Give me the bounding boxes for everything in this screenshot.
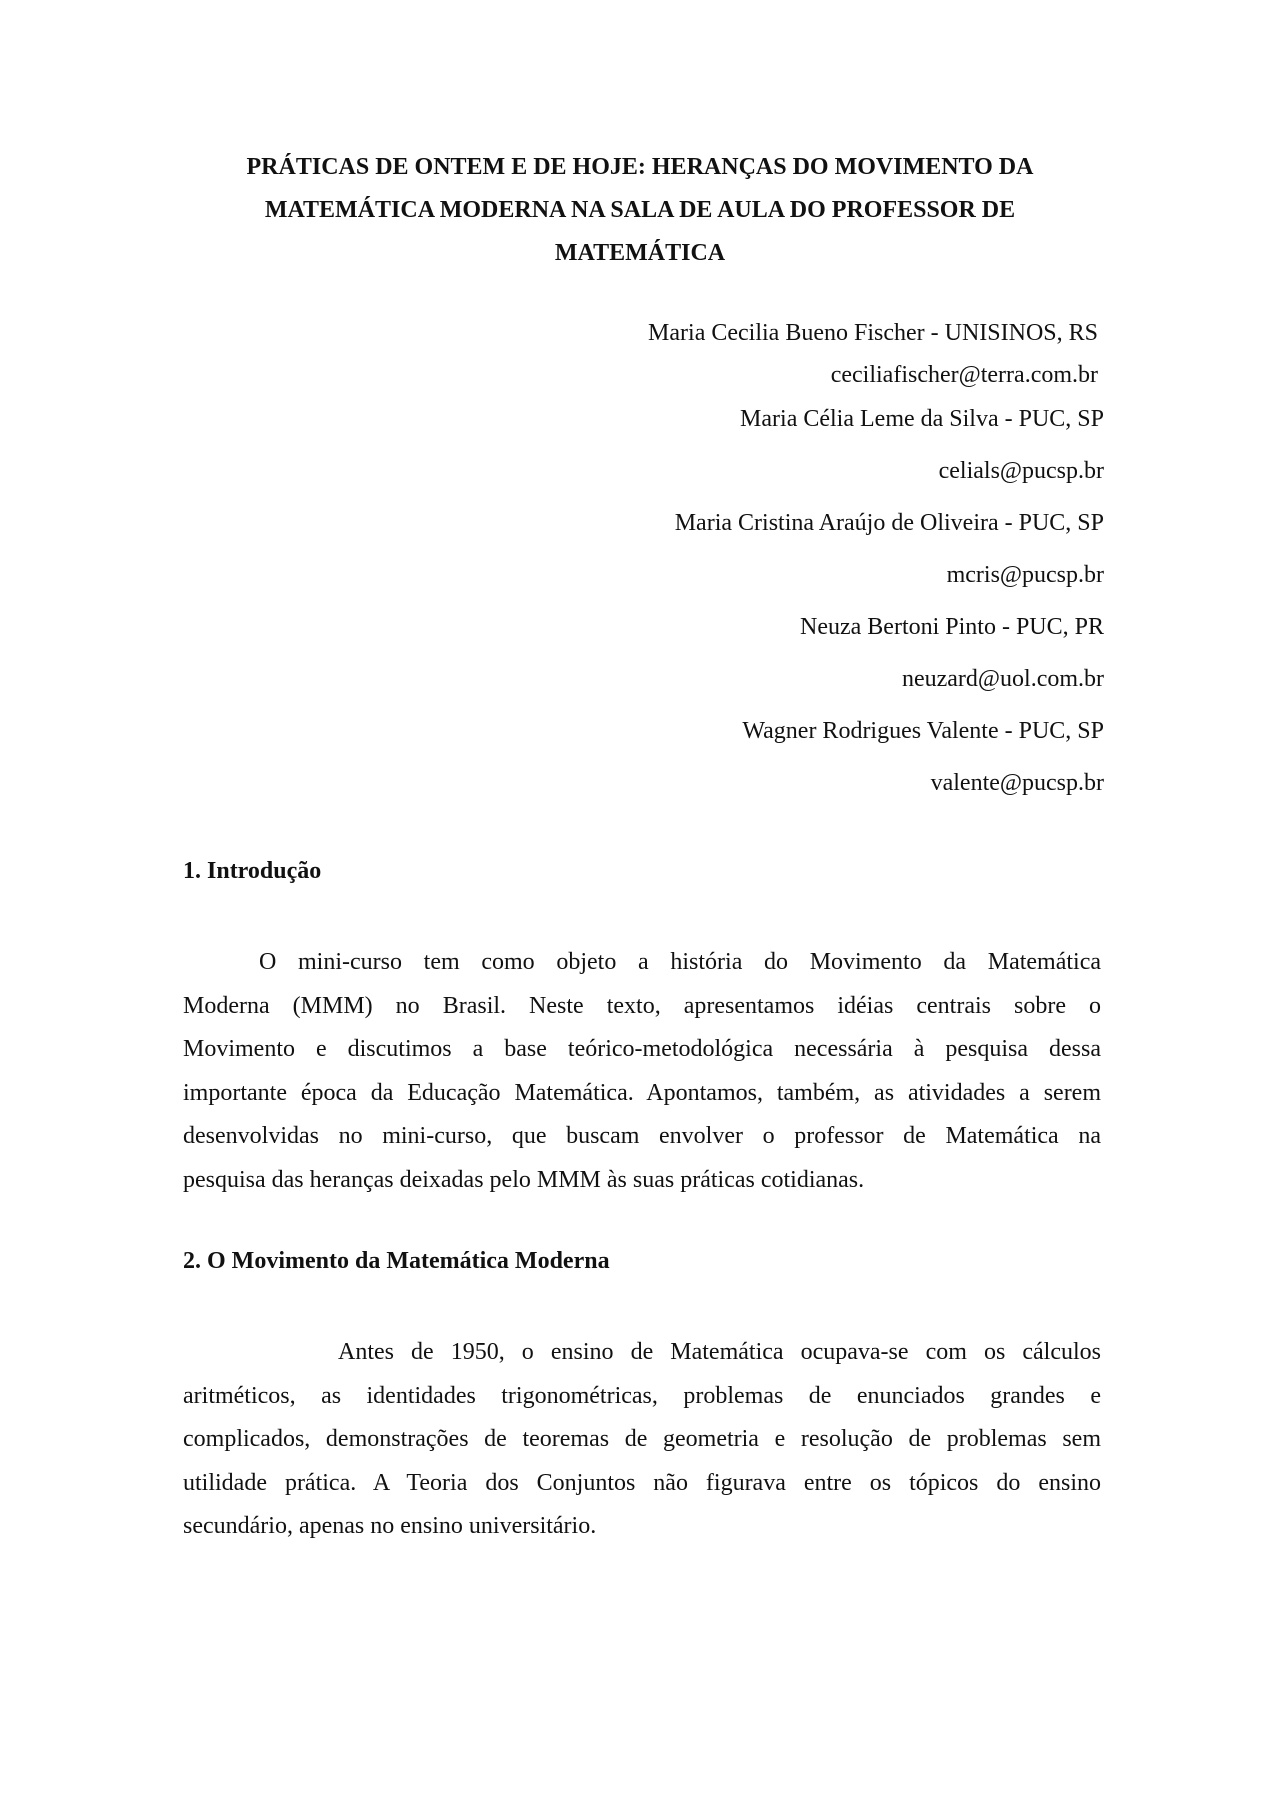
paragraph-line: pesquisa das heranças deixadas pelo MMM às suas práticas cotidianas. xyxy=(183,1166,865,1193)
author-name: Maria Cecilia Bueno Fischer - UNISINOS, RS xyxy=(648,320,1098,346)
paragraph-line: complicados, demonstrações de teoremas de geometria e resolução de problemas sem xyxy=(183,1426,1101,1452)
paragraph-line: Antes de 1950, o ensino de Matemática ocupava-se com os cálculos xyxy=(338,1339,1101,1365)
movement-paragraph xyxy=(183,1331,1101,1549)
author-email: neuzard@uol.com.br xyxy=(901,666,1104,692)
author-email: mcris@pucsp.br xyxy=(946,562,1104,588)
paragraph-line: utilidade prática. A Teoria dos Conjuntos não figurava entre os tópicos do ensino xyxy=(183,1469,1101,1496)
introduction-paragraph xyxy=(183,941,1101,1202)
paragraph-line: secundário, apenas no ensino universitário. xyxy=(183,1513,597,1539)
section-heading-movement: 2. O Movimento da Matemática Moderna xyxy=(183,1248,610,1274)
author-name: Wagner Rodrigues Valente - PUC, SP xyxy=(742,718,1104,744)
document-title xyxy=(200,146,1080,275)
paragraph-line: Movimento e discutimos a base teórico-metodológica necessária à pesquisa dessa xyxy=(183,1036,1101,1062)
paragraph-line: O mini-curso tem como objeto a história do Movimento da Matemática xyxy=(259,949,1101,975)
author-email: valente@pucsp.br xyxy=(930,770,1104,796)
author-email: celials@pucsp.br xyxy=(938,458,1104,484)
title-line-2: MATEMÁTICA MODERNA NA SALA DE AULA DO PROFESSOR DE xyxy=(264,197,1016,223)
paragraph-line: Moderna (MMM) no Brasil. Neste texto, apresentamos idéias centrais sobre o xyxy=(183,992,1101,1019)
paragraph-line: desenvolvidas no mini-curso, que buscam envolver o professor de Matemática na xyxy=(183,1123,1101,1149)
title-line-1: PRÁTICAS DE ONTEM E DE HOJE: HERANÇAS DO MOVIMENTO DA xyxy=(246,154,1034,180)
author-name: Maria Célia Leme da Silva - PUC, SP xyxy=(740,406,1104,432)
author-name: Neuza Bertoni Pinto - PUC, PR xyxy=(800,614,1104,640)
author-email: ceciliafischer@terra.com.br xyxy=(830,362,1098,388)
author-name: Maria Cristina Araújo de Oliveira - PUC, SP xyxy=(674,510,1104,536)
section-heading-introduction: 1. Introdução xyxy=(183,858,322,884)
paragraph-line: importante época da Educação Matemática. Apontamos, também, as atividades a serem xyxy=(183,1079,1101,1106)
title-line-3: MATEMÁTICA xyxy=(554,240,726,266)
paragraph-line: aritméticos, as identidades trigonométricas, problemas de enunciados grandes e xyxy=(183,1382,1101,1409)
